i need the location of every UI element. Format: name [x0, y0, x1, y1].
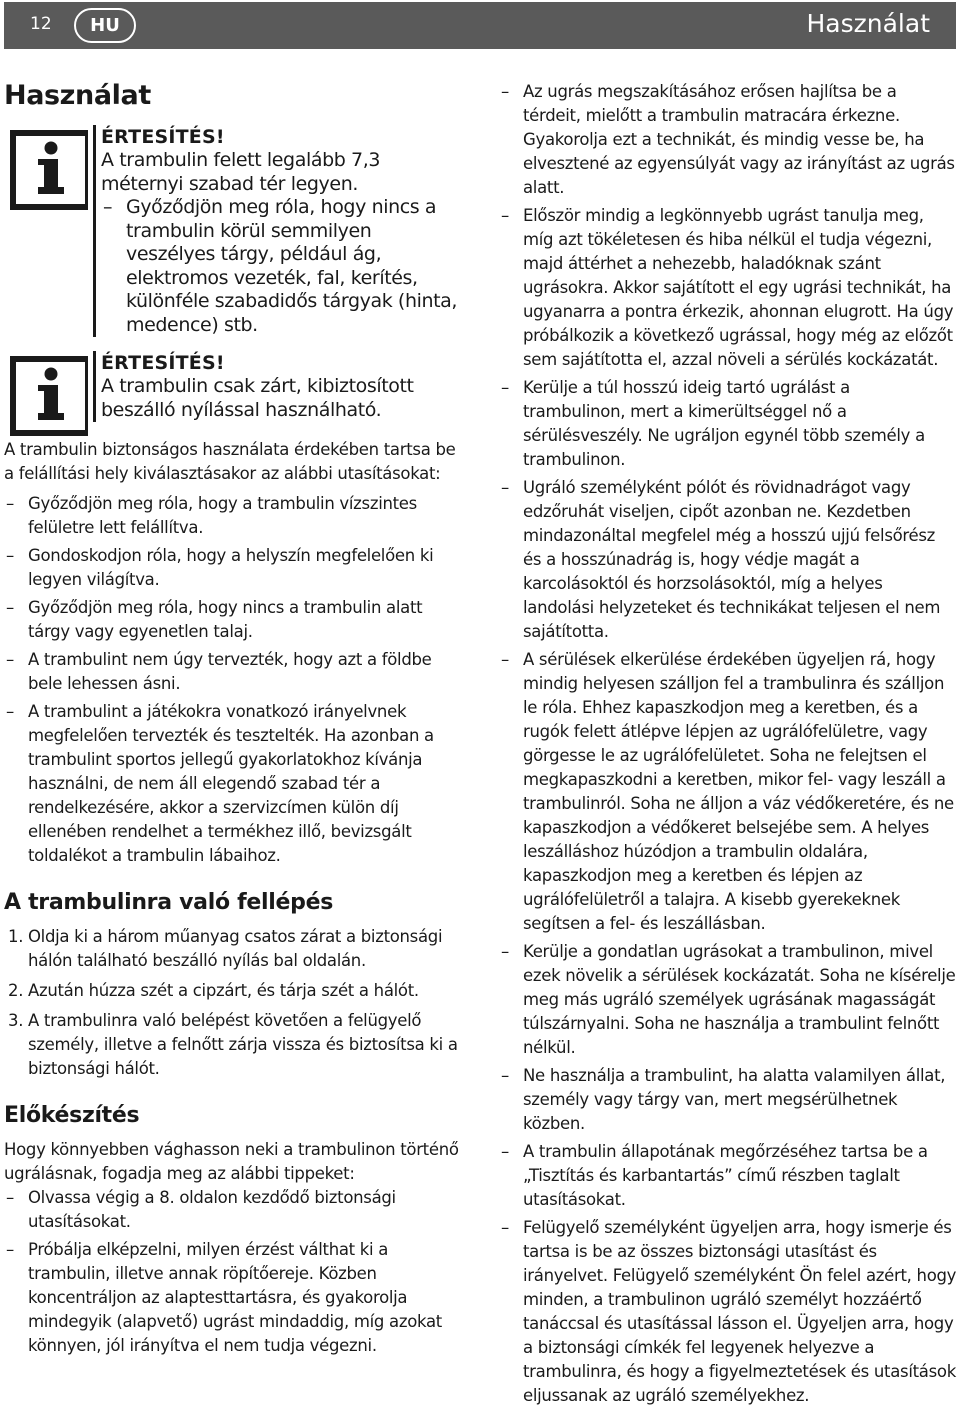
- notice-rule: [93, 351, 96, 422]
- step-text: Oldja ki a három műanyag csatos zárat a biztonsági hálón található beszálló nyílás bal oldalán.: [28, 927, 443, 970]
- step-text: A trambulinra való belépést követően a felügyelő személy, illetve a felnőtt zárja vissza és biztosítsa ki a biztonsági hálót.: [28, 1011, 458, 1078]
- notice-text: A trambulin csak zárt, kibiztosított beszálló nyílással használható.: [101, 375, 414, 421]
- notice-title: ÉRTESÍTÉS!: [101, 352, 225, 374]
- step-item: [4, 1009, 466, 1081]
- list-item: – Ne használja a trambulint, ha alatta valamilyen állat, személy vagy tárgy van, mert megsérülhetnek közben.: [499, 1064, 957, 1136]
- page-heading: Használat: [4, 80, 151, 111]
- info-icon: [10, 130, 88, 210]
- notice-box: [4, 351, 466, 422]
- list-item: – Győződjön meg róla, hogy nincs a trambulin alatt tárgy vagy egyenetlen talaj.: [4, 596, 466, 644]
- entry-steps: [4, 925, 466, 1081]
- notice-box: [4, 125, 466, 337]
- step-item: [4, 925, 466, 973]
- info-icon: [10, 356, 88, 436]
- page-header: [4, 2, 956, 49]
- list-item: – Győződjön meg róla, hogy a trambulin vízszintes felületre lett felállítva.: [4, 492, 466, 540]
- prep-heading: Előkészítés: [4, 1103, 140, 1128]
- step-text: Azután húzza szét a cipzárt, és tárja szét a hálót.: [28, 981, 419, 1000]
- list-item: – A trambulin állapotának megőrzéséhez tartsa be a „Tisztítás és karbantartás” című részben taglalt utasításokat.: [499, 1140, 957, 1212]
- tips-list: [499, 80, 957, 1408]
- notice-title: ÉRTESÍTÉS!: [101, 126, 225, 148]
- left-column: [4, 80, 466, 1362]
- list-item: – Először mindig a legkönnyebb ugrást tanulja meg, míg azt tökéletesen és hiba nélkül el tudja végezni, majd áttérhet a nehezebb, haladóknak szánt ugrásokra. Akkor sajátított el egy ugrási technikát, ha ugyanarra a pontra érkezik, ahonnan elugrott. Ha úgy próbálkozik a következő ugrással, hogy még az előzőt sem sajátította el, azzal növeli a sérülés kockázatát.: [499, 204, 957, 372]
- list-item: – Az ugrás megszakításához erősen hajlítsa be a térdeit, mielőtt a trambulin matracára érkezne. Gyakorolja ezt a technikát, és mindig vesse be, ha elvesztené az egyensúlyát vagy az irányítást az ugrás alatt.: [499, 80, 957, 200]
- header-section-title: Használat: [806, 9, 930, 38]
- notice-rule: [93, 125, 96, 337]
- step-item: [4, 979, 466, 1003]
- step-number: 3.: [8, 1011, 24, 1030]
- step-number: 1.: [8, 927, 24, 946]
- list-item: – Ugráló személyként pólót és rövidnadrágot vagy edzőruhát viseljen, cipőt azonban ne. Kezdetben mindazonáltal megfelel még a hosszú ujjú felsőrész és a hosszúnadrág is, hogy védje magát a karcolásoktól és horzsolásoktól, míg a helyes landolási helyzeteket és technikákat teljesen el nem sajátította.: [499, 476, 957, 644]
- list-item: – A sérülések elkerülése érdekében ügyeljen rá, hogy mindig helyesen szálljon fel a trambulinra és szálljon le róla. Ehhez kapaszkodjon meg a keretben, és a rugók felett átlépve lépjen az ugrálófelületre, vagy görgesse le az ugrálófelületet. Soha ne felejtsen el megkapaszkodni a keretben, mikor fel- vagy leszáll a trambulinról. Soha ne álljon a váz védőkeretére, és ne kapaszkodjon a védőkeret belsejébe sem. A helyes leszálláshoz húzódjon a trambulin oldalára, kapaszkodjon meg a keretben és lépjen az ugrálófelületről a talajra. A kisebb gyerekeknek segítsen a fel- és leszállásban.: [499, 648, 957, 936]
- entry-heading: A trambulinra való fellépés: [4, 890, 333, 915]
- prep-intro: Hogy könnyebben vághasson neki a trambulinon történő ugrálásnak, fogadja meg az alábbi tippeket:: [4, 1140, 459, 1183]
- step-number: 2.: [8, 981, 24, 1000]
- page-number: 12: [30, 14, 52, 34]
- notice-list: [101, 196, 466, 337]
- right-column: [499, 80, 957, 1412]
- list-item: – A trambulint a játékokra vonatkozó irányelvnek megfelelően tervezték és tesztelték. Ha azonban a trambulint sportos jellegű gyakorlatokhoz kívánja használni, de nem áll elegendő szabad tér a rendelkezésére, akkor a szervizcímen külön díj ellenében rendelhet a termékhez illő, bevizsgált toldalékot a trambulin lábaihoz.: [4, 700, 466, 868]
- list-item: – Kerülje a gondatlan ugrásokat a trambulinon, mivel ezek növelik a sérülések kockázatát. Soha ne kísérelje meg más ugráló személyek ugrásának magasságát túlszárnyalni. Soha ne használja a trambulint felnőtt nélkül.: [499, 940, 957, 1060]
- prep-list: [4, 1186, 466, 1358]
- placement-intro: A trambulin biztonságos használata érdekében tartsa be a felállítási hely kiválasztásakor az alábbi utasításokat:: [4, 440, 456, 483]
- notice-text: A trambulin felett legalább 7,3 méternyi szabad tér legyen.: [101, 149, 381, 195]
- list-item: – Gondoskodjon róla, hogy a helyszín megfelelően ki legyen világítva.: [4, 544, 466, 592]
- list-item: – Győződjön meg róla, hogy nincs a trambulin körül semmilyen veszélyes tárgy, például ág, elektromos vezeték, fal, kerítés, különféle szabadidős tárgyak (hinta, medence) stb.: [101, 196, 466, 337]
- list-item: – A trambulint nem úgy tervezték, hogy azt a földbe bele lehessen ásni.: [4, 648, 466, 696]
- list-item: – Felügyelő személyként ügyeljen arra, hogy ismerje és tartsa is be az összes biztonsági utasítást és irányelvet. Felügyelő személyként Ön felel azért, hogy minden, a trambulinon ugráló személyt hozzáértő tanáccsal és utasítással lásson el. Ügyeljen arra, hogy a biztonsági címkék fel legyenek helyezve a trambulinra, és hogy a figyelmeztetések és utasítások eljussanak az ugráló személyekhez.: [499, 1216, 957, 1408]
- list-item: – Olvassa végig a 8. oldalon kezdődő biztonsági utasításokat.: [4, 1186, 466, 1234]
- list-item: – Próbálja elképzelni, milyen érzést válthat ki a trambulin, illetve annak röpítőereje. Közben koncentráljon az alaptesttartásra, és gyakorolja mindegyik (alapvető) ugrást mindaddig, míg azokat könnyen, jól irányítva el nem tudja végezni.: [4, 1238, 466, 1358]
- placement-list: [4, 492, 466, 868]
- list-item: – Kerülje a túl hosszú ideig tartó ugrálást a trambulinon, mert a kimerültséggel nő a sérülésveszély. Ne ugráljon egynél több személy a trambulinon.: [499, 376, 957, 472]
- language-badge: HU: [74, 8, 136, 43]
